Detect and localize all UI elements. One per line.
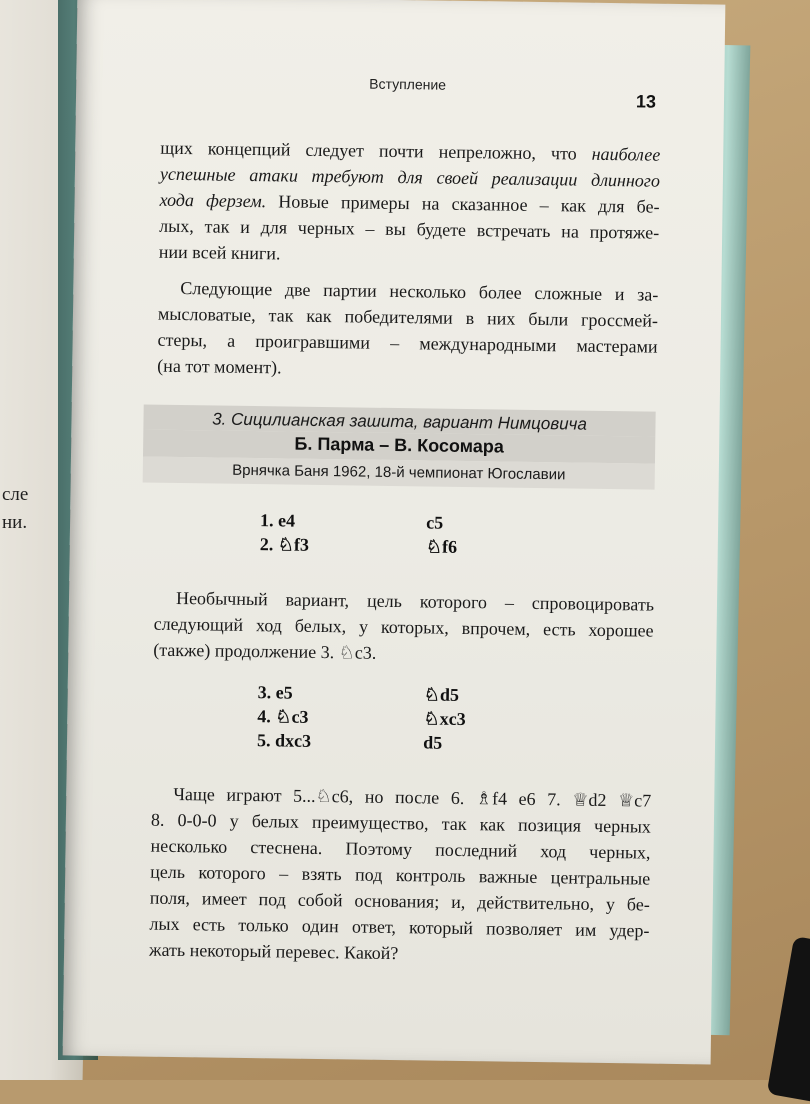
- move-row: [260, 532, 500, 559]
- p1-line: хода ферзем. Новые примеры на сказанное – как для бе-: [159, 189, 660, 217]
- left-page-fragment-1: сле: [2, 484, 29, 505]
- p4-line: несколько стеснена. Поэтому последний ход черных,: [150, 835, 651, 863]
- black-move: c5: [426, 512, 444, 533]
- black-move: ♘xc3: [423, 708, 466, 730]
- moves-block-2: [257, 680, 498, 755]
- p3-line: (также) продолжение 3. ♘c3.: [153, 639, 377, 663]
- p4-line: поля, имеет под собой основания; и, действительно, у бе-: [149, 887, 650, 915]
- p3-line: Необычный вариант, цель которого – спровоцировать: [175, 587, 655, 615]
- p1-line: успешные атаки требуют для своей реализации длинного: [159, 163, 661, 191]
- white-move: 4. ♘c3: [257, 706, 309, 727]
- p3-line: следующий ход белых, у которых, впрочем, есть хорошее: [153, 613, 654, 641]
- move-row: [257, 704, 497, 731]
- white-move: 3. e5: [257, 682, 293, 703]
- players: Б. Парма – В. Косомара: [143, 429, 655, 463]
- p4-line: 8. 0-0-0 у белых преимущество, так как позиция черных: [150, 809, 652, 837]
- p2-line: (на тот момент).: [157, 355, 282, 378]
- book-page: [63, 0, 726, 1064]
- moves-block-1: [260, 508, 501, 559]
- black-move: d5: [423, 732, 443, 753]
- game-header: [143, 404, 656, 489]
- p2-line: мысловатые, так как победителями в них были гроссмей-: [157, 303, 659, 331]
- p2-line: стеры, а проигравшими – международными мастерами: [157, 329, 658, 357]
- paragraph-2: [157, 275, 658, 386]
- white-move: 1. e4: [259, 510, 296, 531]
- paragraph-3: [153, 585, 654, 670]
- p4-line: цель которого – взять под контроль важные центральные: [150, 861, 651, 889]
- page-number: 13: [635, 91, 657, 112]
- left-page-fragment-2: ни.: [2, 512, 28, 533]
- p2-line: Следующие две партии несколько более сложные и за-: [180, 277, 659, 305]
- black-move: ♘d5: [423, 684, 460, 705]
- move-row: [257, 728, 497, 755]
- p1-line: лых, так и для черных – вы будете встречать на протяже-: [159, 215, 660, 243]
- p1-line: нии всей книги.: [158, 241, 281, 264]
- paragraph-4: [149, 781, 651, 970]
- event: Врнячка Баня 1962, 18-й чемпионат Югославии: [143, 456, 655, 489]
- p4-line: лых есть только один ответ, который позволяет им удер-: [149, 913, 650, 941]
- p4-line: Чаще играют 5...♘c6, но после 6. ♗f4 e6 7. ♕d2 ♕c7: [173, 783, 652, 811]
- running-title: Вступление: [369, 75, 447, 93]
- p4-line: жать некоторый перевес. Какой?: [148, 939, 399, 964]
- move-row: [258, 680, 498, 707]
- paragraph-1: [159, 135, 661, 272]
- white-move: 5. dxc3: [256, 730, 312, 751]
- black-move: ♘f6: [425, 536, 458, 557]
- move-row: [260, 508, 500, 535]
- p1-line: щих концепций следует почти непреложно, что наиболее: [160, 137, 661, 165]
- white-move: 2. ♘f3: [259, 534, 310, 555]
- opening-title: 3. Сицилианская зашита, вариант Нимцовича: [143, 404, 655, 436]
